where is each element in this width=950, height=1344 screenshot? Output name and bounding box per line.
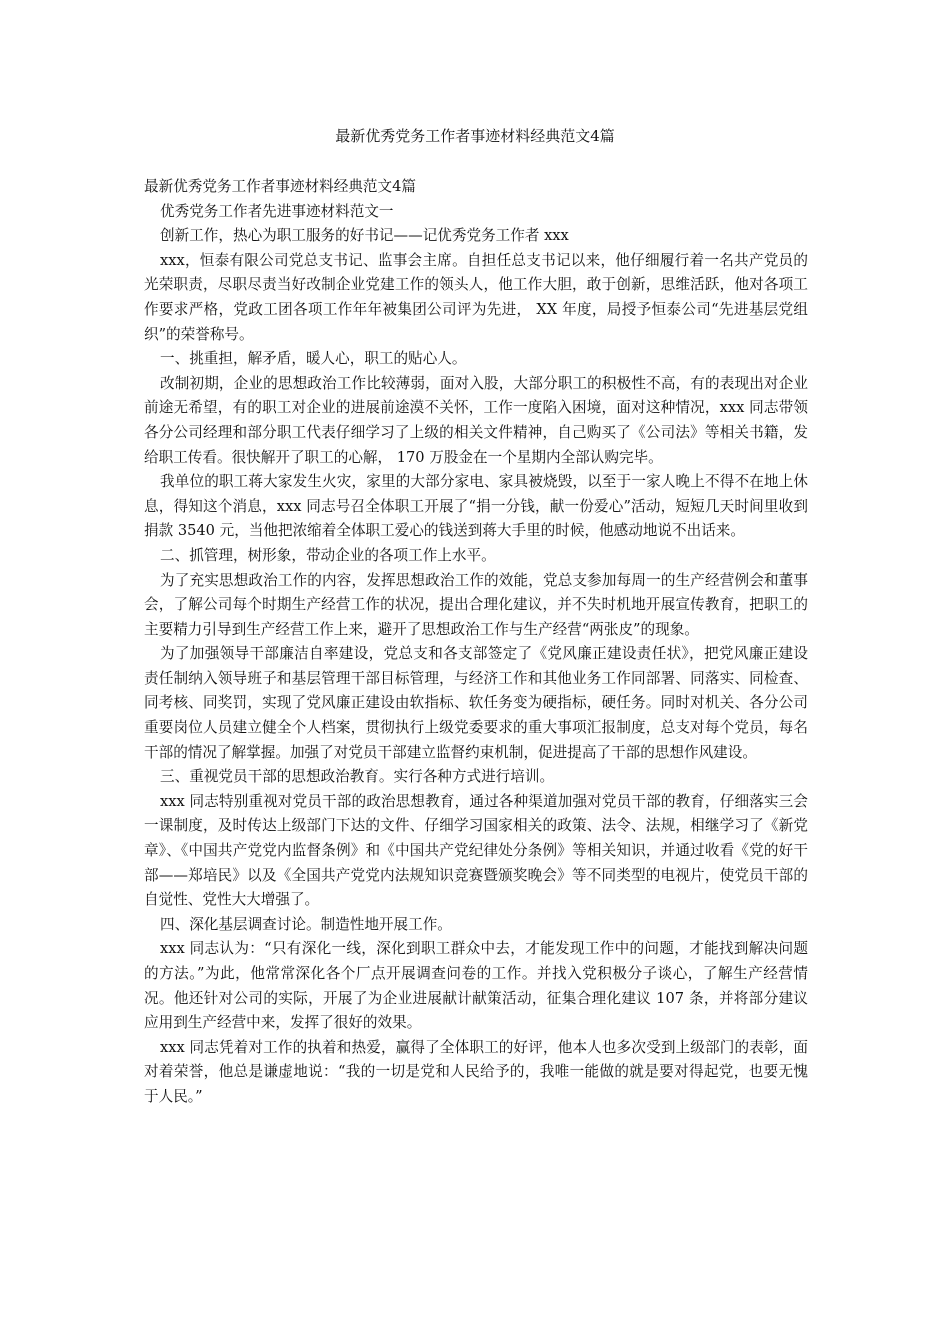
paragraph: xxx 同志特别重视对党员干部的政治思想教育，通过各种渠道加强对党员干部的教育，仔细落实三会一课制度，及时传达上级部门下达的文件、仔细学习国家相关的政策、法令、法规，相继学习了《新党章》、《中国共产党党内监督条例》和《中国共产党纪律处分条例》等相关知识，并通过收看《党的好干部——郑培民》以及《全国共产党党内法规知识竞赛暨颁奖晚会》等不同类型的电视片，使党员干部的自觉性、党性大大增强了。 [144,792,808,909]
paragraph-heading: 最新优秀党务工作者事迹材料经典范文4篇 [144,178,416,195]
paragraph-subtitle: 创新工作，热心为职工服务的好书记——记优秀党务工作者 xxx [160,227,569,245]
section-heading: 二、抓管理，树形象，带动企业的各项工作上水平。 [160,546,496,564]
document-title: 最新优秀党务工作者事迹材料经典范文4篇 [335,127,615,145]
paragraph: xxx，恒泰有限公司党总支书记、监事会主席。自担任总支书记以来，他仔细履行着一名共产党员的光荣职责，尽职尽责当好改制企业党建工作的领头人，他工作大胆，敢于创新，思维活跃，他对各项工作要求严格，党政工团各项工作年年被集团公司评为先进， XX 年度，局授予恒泰公司“先进基层党组织”的荣誉称号。 [144,251,808,343]
paragraph: 为了加强领导干部廉洁自率建设，党总支和各支部签定了《党风廉正建设责任状》，把党风廉正建设责任制纳入领导班子和基层管理干部目标管理，与经济工作和其他业务工作同部署、同落实、同检查、同考核、同奖罚，实现了党风廉正建设由软指标、软任务变为硬指标，硬任务。同时对机关、各分公司重要岗位人员建立健全个人档案，贯彻执行上级党委要求的重大事项汇报制度，总支对每个党员，每名干部的情况了解掌握。加强了对党员干部建立监督约束机制，促进提高了干部的思想作风建设。 [144,645,808,761]
paragraph: xxx 同志凭着对工作的执着和热爱，赢得了全体职工的好评，他本人也多次受到上级部门的表彰，面对着荣誉，他总是谦虚地说：“我的一切是党和人民给予的，我唯一能做的就是要对得起党，也要无愧于人民。” [144,1038,808,1105]
paragraph: 我单位的职工蒋大家发生火灾，家里的大部分家电、家具被烧毁，以至于一家人晚上不得不在地上休息，得知这个消息，xxx 同志号召全体职工开展了“捐一分钱，献一份爱心”活动，短短几天时间里收到捐款 3540 元，当他把浓缩着全体职工爱心的钱送到蒋大手里的时候，他感动地说不出话来。 [144,473,808,540]
paragraph: 为了充实思想政治工作的内容，发挥思想政治工作的效能，党总支参加每周一的生产经营例会和董事会，了解公司每个时期生产经营工作的状况，提出合理化建议，并不失时机地开展宣传教育，把职工的主要精力引导到生产经营工作上来，避开了思想政治工作与生产经营“两张皮”的现象。 [144,571,808,638]
section-heading: 一、挑重担，解矛盾，暖人心，职工的贴心人。 [160,350,467,368]
paragraph: 改制初期，企业的思想政治工作比较薄弱，面对入股，大部分职工的积极性不高，有的表现出对企业前途无希望，有的职工对企业的进展前途漠不关怀，工作一度陷入困境，面对这种情况，xxx 同志带领各分公司经理和部分职工代表仔细学习了上级的相关文件精神，自己购买了《公司法》等相关书籍，发给职工传看。很快解开了职工的心解， 170 万股金在一个星期内全部认购完毕。 [144,374,808,466]
section-heading: 四、深化基层调查讨论。制造性地开展工作。 [160,915,452,933]
paragraph-subtitle: 优秀党务工作者先进事迹材料范文一 [160,202,394,220]
document-body [144,175,808,1110]
section-heading: 三、重视党员干部的思想政治教育。实行各种方式进行培训。 [160,768,555,786]
paragraph: xxx 同志认为：“只有深化一线，深化到职工群众中去，才能发现工作中的问题，才能找到解决问题的方法。”为此，他常常深化各个厂点开展调查问卷的工作。并找入党积极分子谈心，了解生产经营情况。他还针对公司的实际，开展了为企业进展献计献策活动，征集合理化建议 107 条，并将部分建议应用到生产经营中来，发挥了很好的效果。 [144,940,808,1032]
